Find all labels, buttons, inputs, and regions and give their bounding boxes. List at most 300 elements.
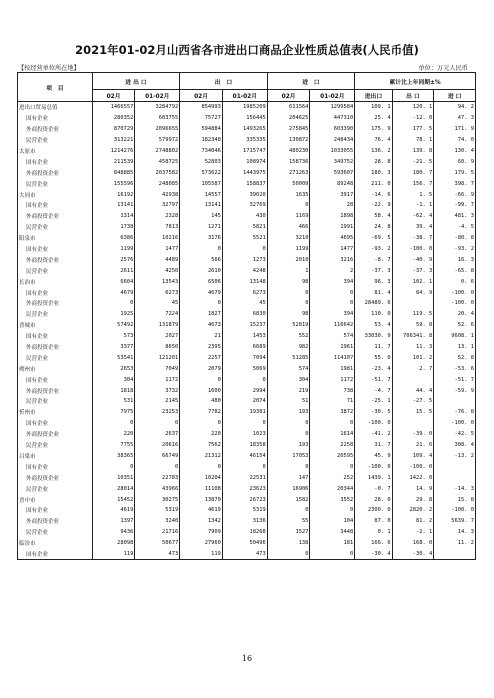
table-cell: 594884 (180, 124, 223, 135)
row-label: 国有企业 (18, 461, 93, 472)
table-cell: 193 (267, 440, 310, 451)
table-cell: 473 (135, 549, 180, 560)
table-cell: 0 (92, 418, 135, 429)
table-cell: 14557 (180, 189, 223, 200)
row-label: 国有企业 (18, 374, 93, 385)
table-cell: 0 (180, 374, 223, 385)
table-cell: 2300. 0 (355, 505, 392, 516)
table-cell: 43966 (135, 483, 180, 494)
table-cell: 1493265 (222, 124, 267, 135)
table-cell: 26723 (222, 494, 267, 505)
table-cell (434, 396, 476, 407)
table-cell: 1985209 (222, 102, 267, 113)
table-cell: 15. 8 (434, 494, 476, 505)
table-cell: 2096655 (135, 124, 180, 135)
table-cell: 2748802 (135, 146, 180, 157)
table-cell: 574 (310, 331, 355, 342)
table-cell: 4250 (135, 265, 180, 276)
table-cell: -66. 9 (434, 189, 476, 200)
table-cell: 3240 (135, 516, 180, 527)
table-cell: 66749 (135, 451, 180, 462)
table-cell: 1614 (310, 429, 355, 440)
table-cell: -38. 7 (392, 233, 434, 244)
table-cell: 10204 (180, 472, 223, 483)
table-cell: 480230 (267, 146, 310, 157)
table-cell: 11. 2 (434, 538, 476, 549)
table-cell: 38365 (92, 451, 135, 462)
table-cell: 4679 (92, 287, 135, 298)
table-cell: 4489 (135, 254, 180, 265)
row-label: 外商投资企业 (18, 298, 93, 309)
header-import-m0102: 01-02月 (310, 90, 355, 102)
table-cell: 7909 (180, 527, 223, 538)
table-cell: 7755 (92, 440, 135, 451)
table-cell: 2079 (180, 363, 223, 374)
table-cell: -62. 4 (392, 211, 434, 222)
header-export-m02: 02月 (180, 90, 223, 102)
table-cell: 120. 1 (392, 102, 434, 113)
table-cell: 10216 (135, 233, 180, 244)
table-cell: 4248 (222, 265, 267, 276)
table-cell: -12. 0 (392, 113, 434, 124)
table-cell: 13141 (180, 200, 223, 211)
table-row (18, 385, 476, 396)
table-cell: 6604 (92, 276, 135, 287)
table-cell: 6506 (180, 276, 223, 287)
table-row (18, 135, 476, 146)
table-cell: 52803 (180, 156, 223, 167)
table-cell: 3136 (222, 516, 267, 527)
table-cell: 335335 (222, 135, 267, 146)
table-cell: 2328 (135, 211, 180, 222)
table-cell: 1172 (135, 374, 180, 385)
table-cell: 0 (180, 418, 223, 429)
row-label: 民营企业 (18, 178, 93, 189)
table-cell: 2145 (135, 396, 180, 407)
table-cell: 21 (180, 331, 223, 342)
table-cell: 304 (92, 374, 135, 385)
table-cell: 130. 4 (434, 146, 476, 157)
table-cell: 7094 (222, 352, 267, 363)
table-cell: 3732 (135, 385, 180, 396)
table-cell: 59. 8 (392, 320, 434, 331)
table-cell: 2653 (92, 363, 135, 374)
row-label: 外商投资企业 (18, 342, 93, 353)
table-cell: 156. 7 (392, 178, 434, 189)
table-cell: 1981 (310, 363, 355, 374)
table-row (18, 363, 476, 374)
table-cell: 15. 5 (392, 407, 434, 418)
table-cell: 0 (180, 298, 223, 309)
table-cell: 52. 8 (434, 352, 476, 363)
row-label: 长治市 (18, 276, 93, 287)
table-cell: 2010 (267, 254, 310, 265)
table-row (18, 320, 476, 331)
table-cell: 131879 (135, 320, 180, 331)
table-cell: -93. 2 (434, 244, 476, 255)
table-cell: 182348 (180, 135, 223, 146)
row-label: 朔州市 (18, 363, 93, 374)
table-cell: 0 (92, 298, 135, 309)
table-cell: 280352 (92, 113, 135, 124)
table-cell: 2576 (92, 254, 135, 265)
header-yoy-total: 进出口 (355, 90, 392, 102)
table-cell: 0 (135, 461, 180, 472)
table-cell: 57492 (92, 320, 135, 331)
table-cell: 10351 (92, 472, 135, 483)
table-cell: -4. 5 (434, 222, 476, 233)
table-cell: 854993 (180, 102, 223, 113)
table-cell: 0 (222, 244, 267, 255)
table-cell: 13870 (180, 494, 223, 505)
table-cell: 52819 (267, 320, 310, 331)
row-label: 外商投资企业 (18, 211, 93, 222)
table-cell: 0 (92, 461, 135, 472)
table-header (18, 73, 476, 102)
table-row (18, 178, 476, 189)
row-label: 民营企业 (18, 440, 93, 451)
table-cell: 458725 (135, 156, 180, 167)
table-cell: 870729 (92, 124, 135, 135)
table-cell: 5821 (222, 222, 267, 233)
table-cell: 4695 (310, 233, 355, 244)
table-cell: 114107 (310, 352, 355, 363)
table-cell: 121201 (135, 352, 180, 363)
table-cell: 574 (267, 363, 310, 374)
table-row (18, 549, 476, 560)
row-label: 晋中市 (18, 494, 93, 505)
table-cell: -59. 9 (434, 385, 476, 396)
table-cell: 31. 7 (355, 440, 392, 451)
table-row (18, 527, 476, 538)
table-cell: 23253 (135, 407, 180, 418)
table-row (18, 254, 476, 265)
table-cell: 32797 (135, 200, 180, 211)
table-cell: 1582 (267, 494, 310, 505)
table-cell: 304 (267, 374, 310, 385)
table-cell: 394 (310, 309, 355, 320)
table-cell: 593607 (310, 167, 355, 178)
table-cell: 204625 (267, 113, 310, 124)
table-cell: 136. 2 (355, 146, 392, 157)
unit-note: 单位：万元人民币 (418, 65, 468, 72)
table-cell: 171. 9 (434, 124, 476, 135)
table-cell: 0 (222, 461, 267, 472)
table-cell: 50496 (222, 538, 267, 549)
table-cell: 21716 (135, 527, 180, 538)
table-cell: 1199 (267, 244, 310, 255)
table-cell: 566 (180, 254, 223, 265)
row-label: 国有企业 (18, 156, 93, 167)
row-label: 外商投资企业 (18, 124, 93, 135)
table-cell: 39020 (222, 189, 267, 200)
table-cell: 447310 (310, 113, 355, 124)
table-cell: 30275 (135, 494, 180, 505)
table-row (18, 440, 476, 451)
table-cell: 108974 (222, 156, 267, 167)
table-cell: -51. 7 (355, 374, 392, 385)
table-cell: 313221 (92, 135, 135, 146)
row-label: 国有企业 (18, 200, 93, 211)
table-cell: 42938 (135, 189, 180, 200)
table-row (18, 200, 476, 211)
table-row (18, 156, 476, 167)
table-cell: 33030. 9 (355, 331, 392, 342)
table-cell: 28098 (92, 538, 135, 549)
table-row (18, 461, 476, 472)
table-cell: 52. 6 (434, 320, 476, 331)
table-cell: 0 (222, 418, 267, 429)
table-cell: -37. 3 (355, 265, 392, 276)
table-cell: 0 (267, 429, 310, 440)
table-cell: -100. 0 (355, 418, 392, 429)
row-label: 吕梁市 (18, 451, 93, 462)
table-cell: 20. 4 (434, 309, 476, 320)
table-cell: 28 (310, 200, 355, 211)
table-cell: 81. 4 (355, 287, 392, 298)
table-row (18, 167, 476, 178)
table-cell: -100. 0 (434, 418, 476, 429)
table-cell: 0 (222, 374, 267, 385)
table-cell: 7813 (135, 222, 180, 233)
table-cell: -41. 2 (355, 429, 392, 440)
table-cell: 848885 (92, 167, 135, 178)
table-cell: 145 (180, 211, 223, 222)
table-cell: 94. 2 (434, 102, 476, 113)
table-cell: 531 (92, 396, 135, 407)
table-cell: -93. 2 (355, 244, 392, 255)
table-cell: -23. 4 (355, 363, 392, 374)
row-label: 外商投资企业 (18, 385, 93, 396)
table-cell: 32769 (222, 200, 267, 211)
table-cell: 7975 (92, 407, 135, 418)
row-label: 阳泉市 (18, 233, 93, 244)
table-cell: 1 (267, 265, 310, 276)
row-label: 外商投资企业 (18, 472, 93, 483)
table-cell: 1023 (222, 429, 267, 440)
table-cell: 15237 (222, 320, 267, 331)
table-cell: -14. 3 (434, 483, 476, 494)
table-cell: 0 (267, 200, 310, 211)
table-cell: 1961 (310, 342, 355, 353)
table-row (18, 146, 476, 157)
table-cell: 6386 (92, 233, 135, 244)
table-cell: 211539 (92, 156, 135, 167)
table-cell: 220 (92, 429, 135, 440)
table-cell: -100. 0 (355, 461, 392, 472)
row-label: 民营企业 (18, 265, 93, 276)
table-cell: 0. 1 (355, 527, 392, 538)
table-cell: 0 (310, 505, 355, 516)
table-cell: 6689 (222, 342, 267, 353)
table-cell: 1925 (92, 309, 135, 320)
table-cell: 119. 5 (392, 309, 434, 320)
table-cell: 738 (310, 385, 355, 396)
header-yoy-export: 出 口 (392, 90, 434, 102)
table-cell: 982 (267, 342, 310, 353)
row-label: 忻州市 (18, 407, 93, 418)
table-cell: 573622 (180, 167, 223, 178)
row-label: 外商投资企业 (18, 167, 93, 178)
table-cell: 3448 (310, 527, 355, 538)
table-cell: 180. 3 (355, 167, 392, 178)
table-cell: -100. 0 (434, 298, 476, 309)
table-cell: 2637 (135, 429, 180, 440)
table-cell: 394 (310, 276, 355, 287)
table-cell: 248085 (135, 178, 180, 189)
table-cell: 9608. 1 (434, 331, 476, 342)
table-cell: 5069 (222, 363, 267, 374)
row-label: 民营企业 (18, 135, 93, 146)
table-cell: -100. 0 (392, 244, 434, 255)
table-cell: 18268 (222, 527, 267, 538)
table-row (18, 265, 476, 276)
trade-value-table (17, 72, 476, 560)
table-cell: 5319 (135, 505, 180, 516)
table-cell: 147 (267, 472, 310, 483)
row-label: 国有企业 (18, 287, 93, 298)
row-label: 国有企业 (18, 331, 93, 342)
table-cell: 119 (92, 549, 135, 560)
table-cell: -30. 5 (355, 407, 392, 418)
table-cell: 29. 8 (392, 494, 434, 505)
header-import-m02: 02月 (267, 90, 310, 102)
table-cell: 39. 4 (392, 222, 434, 233)
table-cell: 1898 (310, 211, 355, 222)
header-export: 出 口 (180, 73, 268, 90)
table-cell: 1715747 (222, 146, 267, 157)
table-cell: -13. 2 (434, 451, 476, 462)
table-cell: 180. 7 (392, 167, 434, 178)
row-label: 民营企业 (18, 527, 93, 538)
table-cell: 46154 (222, 451, 267, 462)
table-cell: 8650 (135, 342, 180, 353)
table-cell: 0 (180, 461, 223, 472)
table-cell: -8. 7 (355, 254, 392, 265)
table-cell: 47. 3 (434, 113, 476, 124)
table-cell: 734046 (180, 146, 223, 157)
row-label: 国有企业 (18, 505, 93, 516)
table-cell: 3284792 (135, 102, 180, 113)
table-cell: 6273 (222, 287, 267, 298)
table-cell: 116642 (310, 320, 355, 331)
table-cell: 96. 3 (355, 276, 392, 287)
table-cell: 4619 (180, 505, 223, 516)
table-row (18, 429, 476, 440)
row-label: 外商投资企业 (18, 254, 93, 265)
table-cell: 4673 (180, 320, 223, 331)
table-cell: 1991 (310, 222, 355, 233)
table-cell: 158736 (267, 156, 310, 167)
table-cell: 130872 (267, 135, 310, 146)
table-cell: 480 (180, 396, 223, 407)
table-cell: 0 (135, 418, 180, 429)
table-row (18, 418, 476, 429)
table-cell: 21312 (180, 451, 223, 462)
table-cell: 74. 0 (434, 135, 476, 146)
table-cell: 27960 (180, 538, 223, 549)
table-row (18, 451, 476, 462)
table-cell: 1439. 1 (355, 472, 392, 483)
table-cell: 2994 (222, 385, 267, 396)
table-row (18, 516, 476, 527)
table-cell: 473 (222, 549, 267, 560)
table-cell: 44. 4 (392, 385, 434, 396)
table-cell: 58. 4 (355, 211, 392, 222)
table-cell: 71 (310, 396, 355, 407)
row-label: 民营企业 (18, 483, 93, 494)
table-cell: 28. 8 (355, 156, 392, 167)
table-cell: 51 (267, 396, 310, 407)
row-label: 民营企业 (18, 222, 93, 233)
row-label: 晋城市 (18, 320, 93, 331)
table-cell: 3552 (310, 494, 355, 505)
header-yoy: 累计比上年同期±% (355, 73, 476, 90)
row-label: 民营企业 (18, 396, 93, 407)
table-cell: 430 (222, 211, 267, 222)
table-cell: 109. 1 (355, 102, 392, 113)
table-cell: 1422. 0 (392, 472, 434, 483)
header-total-m02: 02月 (92, 90, 135, 102)
table-cell: 20616 (135, 440, 180, 451)
table-cell: 23623 (222, 483, 267, 494)
table-cell: 1342 (180, 516, 223, 527)
table-cell: 1818 (92, 385, 135, 396)
table-row (18, 233, 476, 244)
table-cell: 20595 (310, 451, 355, 462)
table-cell: 5521 (222, 233, 267, 244)
table-cell: 398. 7 (434, 178, 476, 189)
table-cell: 3872 (310, 407, 355, 418)
table-cell: 2610 (180, 265, 223, 276)
table-cell: -100. 0 (392, 461, 434, 472)
table-cell: 45 (222, 298, 267, 309)
table-cell: 7562 (180, 440, 223, 451)
table-cell: 219 (267, 385, 310, 396)
page-title: 2021年01-02月山西省各市进出口商品企业性质总值表(人民币值) (75, 43, 419, 57)
header-total: 进 出 口 (92, 73, 180, 90)
table-cell: 603755 (135, 113, 180, 124)
table-cell: 104 (310, 516, 355, 527)
table-cell: 14. 3 (434, 527, 476, 538)
table-cell: 22531 (222, 472, 267, 483)
table-cell: 1635 (267, 189, 310, 200)
location-note: 【按经营单位所在地】 (18, 65, 80, 72)
table-cell: 1527 (267, 527, 310, 538)
table-row (18, 505, 476, 516)
page-number: 16 (241, 654, 253, 663)
table-cell: 14. 9 (392, 483, 434, 494)
table-cell: 2395 (180, 342, 223, 353)
table-cell: 1466557 (92, 102, 135, 113)
table-cell: 89248 (310, 178, 355, 189)
table-cell: 5639. 7 (434, 516, 476, 527)
row-label: 进出口贸易总值 (18, 102, 93, 113)
table-cell: 1453 (222, 331, 267, 342)
table-cell: 158837 (222, 178, 267, 189)
table-cell: 25. 4 (355, 113, 392, 124)
table-cell (392, 374, 434, 385)
table-cell: 6273 (135, 287, 180, 298)
table-cell (434, 472, 476, 483)
table-row (18, 189, 476, 200)
table-cell: 4679 (180, 287, 223, 298)
table-row (18, 374, 476, 385)
row-label: 太原市 (18, 146, 93, 157)
table-cell: 271263 (267, 167, 310, 178)
table-row (18, 342, 476, 353)
table-cell: 1397 (92, 516, 135, 527)
